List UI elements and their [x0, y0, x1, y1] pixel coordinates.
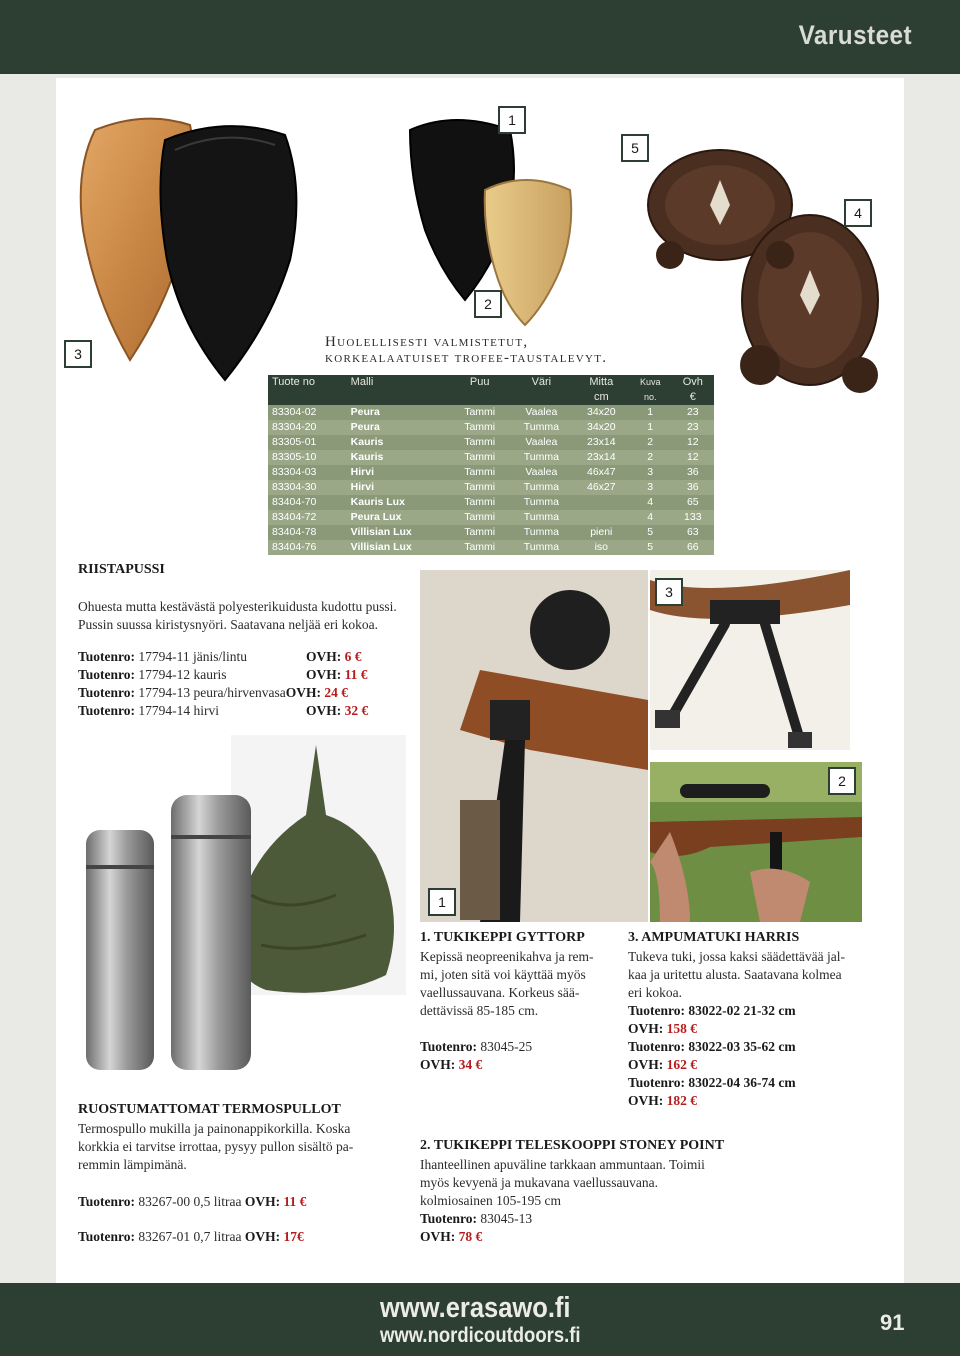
- cell-malli: Villisian Lux: [350, 541, 412, 553]
- harris-price-row: [628, 1092, 796, 1110]
- cell-ovh: 23: [686, 421, 699, 433]
- cell-ovh: 12: [686, 436, 699, 448]
- ovh-label: OVH:: [420, 1229, 456, 1244]
- cell-mitta: [574, 495, 629, 510]
- price: 17€: [283, 1229, 304, 1244]
- ovh-label: OVH:: [285, 685, 321, 700]
- tuotenro-label: Tuotenro:: [420, 1039, 478, 1054]
- stoney-desc-line3: kolmiosainen 105-195 cm: [420, 1193, 561, 1208]
- cell-vari: Tumma: [523, 511, 559, 523]
- col-header-mitta-unit: cm: [593, 391, 609, 403]
- product-code: 17794-13: [138, 685, 191, 700]
- col-header-kuva-2: no.: [643, 392, 657, 402]
- riistapussi-title: RIISTAPUSSI: [78, 562, 165, 577]
- product-name: kauris: [193, 667, 227, 682]
- cell-puu: Tammi: [464, 466, 496, 478]
- cell-mitta: 23x14: [586, 436, 616, 448]
- cell-kuva-no: 2: [647, 436, 654, 448]
- cell-tuote-no: 83404-78: [272, 526, 317, 538]
- price: 162 €: [666, 1057, 697, 1072]
- table-row: [268, 525, 714, 540]
- tuotenro-label: Tuotenro:: [78, 703, 136, 718]
- product-code: 17794-14: [138, 703, 191, 718]
- termos-desc-line3: remmin lämpimänä.: [78, 1157, 187, 1172]
- stoney-title: 2. TUKIKEPPI TELESKOOPPI STONEY POINT: [420, 1138, 725, 1153]
- cell-mitta: iso: [594, 541, 608, 553]
- harris-tuotenro-row: [628, 1074, 796, 1092]
- termos-price-row: [78, 1228, 304, 1246]
- cell-vari: Tumma: [523, 541, 559, 553]
- image-number-badge: 1: [428, 888, 456, 916]
- product-size: 35-62 cm: [743, 1039, 796, 1054]
- cell-kuva-no: 3: [647, 466, 654, 478]
- table-row: [268, 540, 714, 555]
- cell-mitta: 46x27: [586, 481, 616, 493]
- trophy-plaques-photo-right: [630, 135, 890, 415]
- cell-vari: Tumma: [523, 481, 559, 493]
- page-section-title: Varusteet: [798, 20, 912, 50]
- harris-desc-line1: Tukeva tuki, jossa kaksi säädettävää jal-: [628, 949, 845, 964]
- harris-title: 3. AMPUMATUKI HARRIS: [628, 930, 800, 945]
- cell-malli: Peura: [350, 406, 380, 418]
- riistapussi-desc-line2: Pussin suussa kiristysnyöri. Saatavana neljää eri kokoa.: [78, 617, 378, 632]
- tuotenro-label: Tuotenro:: [628, 1003, 686, 1018]
- cell-malli: Kauris: [350, 436, 384, 448]
- cell-ovh: 23: [686, 406, 699, 418]
- table-row: [268, 480, 714, 495]
- cell-tuote-no: 83304-30: [272, 481, 317, 493]
- stoney-price: [420, 1228, 482, 1246]
- ovh-label: OVH:: [306, 649, 342, 664]
- cell-mitta: 34x20: [586, 406, 616, 418]
- col-header-ovh-unit: €: [689, 391, 696, 403]
- col-header-malli: Malli: [350, 376, 374, 388]
- price: 158 €: [666, 1021, 697, 1036]
- ovh-label: OVH:: [628, 1021, 664, 1036]
- cell-kuva-no: 4: [647, 496, 654, 508]
- cell-ovh: 65: [686, 496, 699, 508]
- trophy-tagline-line2: korkealaatuiset trofee-taustalevyt.: [325, 350, 608, 366]
- riistapussi-description: [78, 598, 397, 634]
- cell-malli: Peura: [350, 421, 380, 433]
- thermos-and-bag-photo: [76, 735, 406, 1090]
- image-number-badge: 3: [64, 340, 92, 368]
- footer-link-nordicoutdoors[interactable]: www.nordicoutdoors.fi: [380, 1324, 581, 1347]
- cell-puu: Tammi: [464, 481, 496, 493]
- ovh-label: OVH:: [306, 667, 342, 682]
- price: 11 €: [283, 1194, 307, 1209]
- cell-tuote-no: 83304-02: [272, 406, 317, 418]
- cell-vari: Tumma: [523, 496, 559, 508]
- price: 11 €: [344, 667, 368, 682]
- gyttorp-price: [420, 1056, 482, 1074]
- harris-description: [628, 948, 878, 1002]
- stoney-description: [420, 1156, 760, 1210]
- col-header-kuva: Kuva: [639, 377, 661, 387]
- price: 6 €: [344, 649, 362, 664]
- table-header-row: [268, 375, 714, 390]
- ovh-label: OVH:: [628, 1093, 664, 1108]
- gyttorp-title: 1. TUKIKEPPI GYTTORP: [420, 930, 585, 945]
- cell-puu: Tammi: [464, 421, 496, 433]
- ovh-label: OVH:: [306, 703, 342, 718]
- col-header-puu: Puu: [469, 376, 490, 388]
- gyttorp-desc-line1: Kepissä neopreenikahva ja rem-: [420, 949, 594, 964]
- price-row: [78, 684, 408, 702]
- price-row: [78, 648, 408, 666]
- cell-vari: Tumma: [523, 451, 559, 463]
- stoney-tuotenro: [420, 1210, 532, 1228]
- product-name: jänis/lintu: [193, 649, 248, 664]
- image-number-badge: 2: [474, 290, 502, 318]
- cell-ovh: 12: [686, 451, 699, 463]
- riistapussi-price-list: [78, 648, 408, 720]
- harris-tuotenro-row: [628, 1038, 796, 1056]
- cell-malli: Hirvi: [350, 466, 375, 478]
- table-row: [268, 495, 714, 510]
- trophy-plaques-photo-left: [75, 110, 310, 385]
- price: 24 €: [324, 685, 348, 700]
- cell-puu: Tammi: [464, 496, 496, 508]
- table-row: [268, 420, 714, 435]
- image-number-badge: 4: [844, 199, 872, 227]
- riistapussi-desc-line1: Ohuesta mutta kestävästä polyesterikuidusta kudottu pussi.: [78, 599, 397, 614]
- trophy-tagline-line1: Huolellisesti valmistetut,: [325, 334, 529, 350]
- ovh-label: OVH:: [420, 1057, 456, 1072]
- cell-mitta: 23x14: [586, 451, 616, 463]
- cell-malli: Kauris Lux: [350, 496, 405, 508]
- termos-title: RUOSTUMATTOMAT TERMOSPULLOT: [78, 1102, 341, 1117]
- image-number-badge: 3: [655, 578, 683, 606]
- harris-desc-line2: kaa ja uritettu alusta. Saatavana kolmea: [628, 967, 842, 982]
- gyttorp-description: [420, 948, 616, 1020]
- cell-mitta: 34x20: [586, 421, 616, 433]
- ovh-label: OVH:: [244, 1194, 281, 1209]
- cell-malli: Kauris: [350, 451, 384, 463]
- product-size: 36-74 cm: [743, 1075, 796, 1090]
- cell-puu: Tammi: [464, 436, 496, 448]
- harris-price-row: [628, 1056, 796, 1074]
- trophy-price-table: [268, 375, 714, 555]
- harris-tuotenro-row: [628, 1002, 796, 1020]
- cell-puu: Tammi: [464, 526, 496, 538]
- price-row: [78, 702, 408, 720]
- cell-puu: Tammi: [464, 406, 496, 418]
- price-row: [78, 666, 408, 684]
- harris-price-list: [628, 1002, 796, 1110]
- product-code: 83045-13: [480, 1211, 533, 1226]
- trophy-tagline: [325, 334, 607, 366]
- cell-ovh: 133: [684, 511, 702, 523]
- col-header-tuote: Tuote no: [272, 376, 316, 388]
- cell-kuva-no: 3: [647, 481, 654, 493]
- product-code: 17794-11: [138, 649, 190, 664]
- cell-vari: Vaalea: [525, 406, 558, 418]
- product-code: 17794-12: [138, 667, 191, 682]
- termos-price-row: [78, 1193, 306, 1211]
- harris-desc-line3: eri kokoa.: [628, 985, 682, 1000]
- cell-mitta: 46x47: [586, 466, 616, 478]
- cell-tuote-no: 83404-70: [272, 496, 317, 508]
- cell-mitta: pieni: [590, 526, 613, 538]
- price: 78 €: [458, 1229, 483, 1244]
- col-header-ovh: Ovh: [682, 376, 703, 388]
- tuotenro-label: Tuotenro:: [78, 1194, 136, 1209]
- image-number-badge: 2: [828, 767, 856, 795]
- table-row: [268, 405, 714, 420]
- gyttorp-tuotenro: [420, 1038, 532, 1056]
- cell-vari: Tumma: [523, 421, 559, 433]
- harris-price-row: [628, 1020, 796, 1038]
- cell-vari: Vaalea: [525, 466, 558, 478]
- cell-kuva-no: 1: [647, 406, 654, 418]
- cell-malli: Hirvi: [350, 481, 375, 493]
- table-header-row-2: [268, 390, 714, 405]
- cell-ovh: 36: [686, 481, 699, 493]
- cell-malli: Peura Lux: [350, 511, 402, 523]
- cell-kuva-no: 1: [647, 421, 654, 433]
- tuotenro-label: Tuotenro:: [420, 1211, 478, 1226]
- cell-vari: Tumma: [523, 526, 559, 538]
- product-text: 83267-00 0,5 litraa: [138, 1194, 242, 1209]
- tuotenro-label: Tuotenro:: [78, 1229, 136, 1244]
- table-row: [268, 450, 714, 465]
- termos-description: [78, 1120, 398, 1174]
- cell-puu: Tammi: [464, 511, 496, 523]
- table-row: [268, 510, 714, 525]
- image-number-badge: 1: [498, 106, 526, 134]
- cell-tuote-no: 83404-72: [272, 511, 317, 523]
- gyttorp-desc-line3: vaellussauvana. Korkeus sää-: [420, 985, 580, 1000]
- product-name: hirvi: [193, 703, 220, 718]
- cell-malli: Villisian Lux: [350, 526, 412, 538]
- cell-kuva-no: 5: [647, 526, 654, 538]
- table-row: [268, 465, 714, 480]
- price: 182 €: [666, 1093, 697, 1108]
- product-size: 21-32 cm: [743, 1003, 796, 1018]
- tuotenro-label: Tuotenro:: [78, 667, 136, 682]
- termos-desc-line1: Termospullo mukilla ja painonappikorkilla. Koska: [78, 1121, 351, 1136]
- stoney-desc-line1: Ihanteellinen apuväline tarkkaan ammuntaan. Toimii: [420, 1157, 705, 1172]
- cell-mitta: [574, 510, 629, 525]
- product-code: 83022-04: [688, 1075, 741, 1090]
- price: 32 €: [344, 703, 369, 718]
- cell-tuote-no: 83305-01: [272, 436, 317, 448]
- cell-puu: Tammi: [464, 451, 496, 463]
- cell-tuote-no: 83305-10: [272, 451, 317, 463]
- cell-kuva-no: 4: [647, 511, 654, 523]
- product-text: 83267-01 0,7 litraa: [138, 1229, 242, 1244]
- tuotenro-label: Tuotenro:: [78, 649, 136, 664]
- cell-tuote-no: 83304-03: [272, 466, 317, 478]
- ovh-label: OVH:: [244, 1229, 281, 1244]
- tuotenro-label: Tuotenro:: [78, 685, 136, 700]
- col-header-vari: Väri: [531, 376, 552, 388]
- product-code: 83022-02: [688, 1003, 741, 1018]
- tuotenro-label: Tuotenro:: [628, 1075, 686, 1090]
- page-number: 91: [880, 1310, 905, 1335]
- gyttorp-desc-line4: dettävissä 85-185 cm.: [420, 1003, 539, 1018]
- footer-link-erasawo[interactable]: www.erasawo.fi: [380, 1292, 571, 1324]
- product-name: peura/hirvenvasa: [193, 685, 286, 700]
- gyttorp-desc-line2: mi, joten sitä voi käyttää myös: [420, 967, 586, 982]
- cell-puu: Tammi: [464, 541, 496, 553]
- termos-desc-line2: korkkia ei tarvitse irrottaa, pysyy pullon sisältö pa-: [78, 1139, 354, 1154]
- cell-vari: Vaalea: [525, 436, 558, 448]
- product-code: 83022-03: [688, 1039, 741, 1054]
- image-number-badge: 5: [621, 134, 649, 162]
- table-row: [268, 435, 714, 450]
- product-code: 83045-25: [480, 1039, 533, 1054]
- cell-tuote-no: 83404-76: [272, 541, 317, 553]
- cell-ovh: 36: [686, 466, 699, 478]
- cell-ovh: 66: [686, 541, 699, 553]
- price: 34 €: [458, 1057, 483, 1072]
- stoney-desc-line2: myös kevyenä ja mukavana vaellussauvana.: [420, 1175, 659, 1190]
- col-header-mitta: Mitta: [589, 376, 614, 388]
- tuotenro-label: Tuotenro:: [628, 1039, 686, 1054]
- gyttorp-stick-photo: [420, 570, 648, 922]
- cell-kuva-no: 2: [647, 451, 654, 463]
- cell-ovh: 63: [686, 526, 699, 538]
- cell-kuva-no: 5: [647, 541, 654, 553]
- ovh-label: OVH:: [628, 1057, 664, 1072]
- cell-tuote-no: 83304-20: [272, 421, 317, 433]
